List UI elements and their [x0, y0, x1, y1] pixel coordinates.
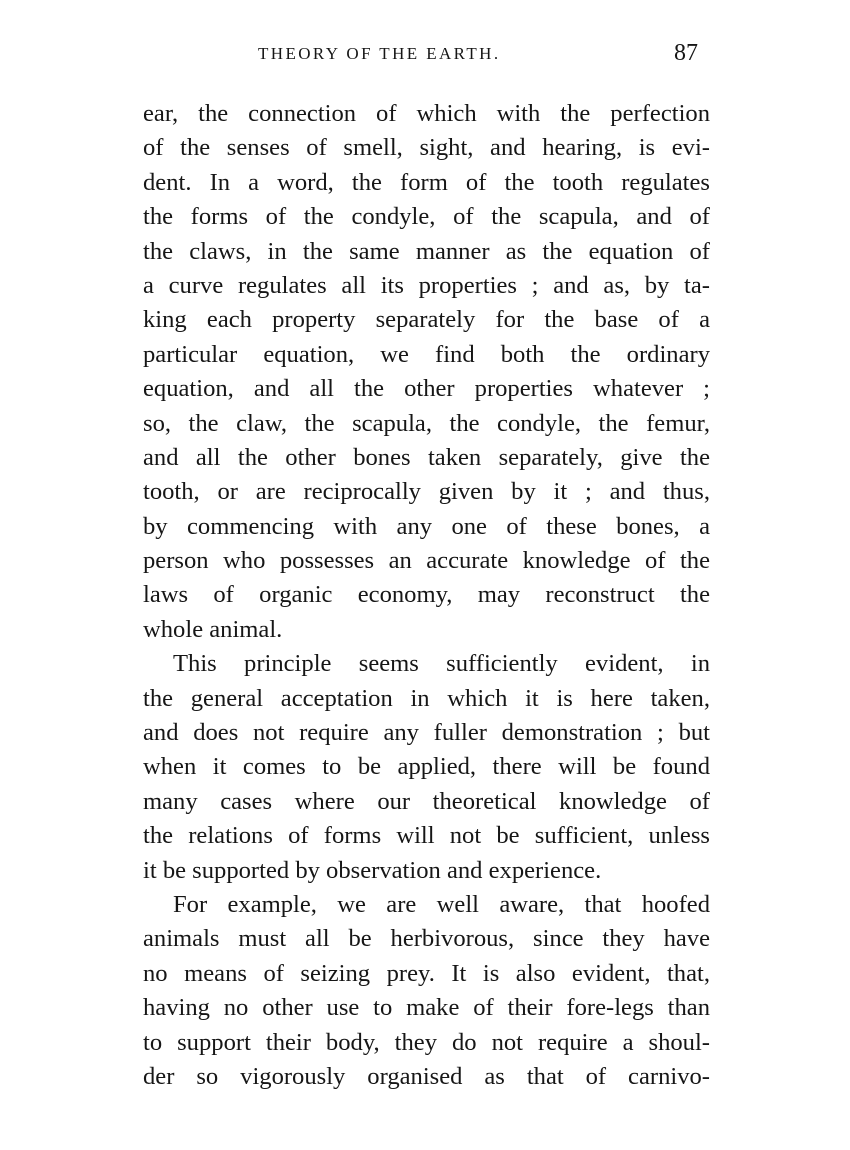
text-line: many cases where our theoretical knowledge of: [143, 787, 710, 815]
text-line: king each property separately for the base of a: [143, 306, 710, 334]
text-line: For example, we are well aware, that hoofed: [173, 890, 710, 918]
body-text: [143, 97, 710, 1094]
text-line: the general acceptation in which it is here taken,: [143, 684, 710, 712]
text-line: der so vigorously organised as that of carnivo-: [143, 1062, 710, 1090]
text-line: having no other use to make of their fore-legs than: [143, 994, 710, 1022]
text-line: a curve regulates all its properties ; and as, by ta-: [143, 271, 710, 299]
text-line: so, the claw, the scapula, the condyle, the femur,: [143, 409, 710, 437]
text-line: of the senses of smell, sight, and hearing, is evi-: [143, 134, 710, 162]
text-line: ear, the connection of which with the perfection: [143, 100, 710, 127]
text-line: whole animal.: [143, 615, 283, 643]
text-line: the claws, in the same manner as the equation of: [143, 237, 710, 265]
text-line: tooth, or are reciprocally given by it ; and thus,: [143, 478, 710, 506]
text-line: by commencing with any one of these bones, a: [143, 512, 710, 540]
text-line: person who possesses an accurate knowledge of the: [143, 547, 710, 575]
text-line: it be supported by observation and experience.: [143, 856, 602, 884]
text-line: when it comes to be applied, there will be found: [143, 753, 710, 781]
text-line: the forms of the condyle, of the scapula, and of: [143, 203, 710, 231]
text-line: and does not require any fuller demonstration ; but: [143, 719, 710, 747]
text-line: equation, and all the other properties whatever ;: [143, 375, 710, 403]
text-line: laws of organic economy, may reconstruct the: [143, 581, 710, 609]
text-line: and all the other bones taken separately, give the: [143, 443, 710, 471]
page-number: 87: [674, 40, 698, 66]
text-line: the relations of forms will not be sufficient, unless: [143, 822, 710, 850]
text-line: dent. In a word, the form of the tooth regulates: [143, 168, 710, 196]
page-header: [0, 0, 850, 90]
text-line: particular equation, we find both the ordinary: [143, 340, 710, 368]
running-title: THEORY OF THE EARTH.: [258, 44, 501, 63]
text-line: This principle seems sufficiently evident, in: [173, 650, 710, 678]
text-line: animals must all be herbivorous, since they have: [143, 925, 710, 953]
text-line: to support their body, they do not require a shoul-: [143, 1028, 710, 1056]
text-line: no means of seizing prey. It is also evident, that,: [143, 959, 710, 987]
